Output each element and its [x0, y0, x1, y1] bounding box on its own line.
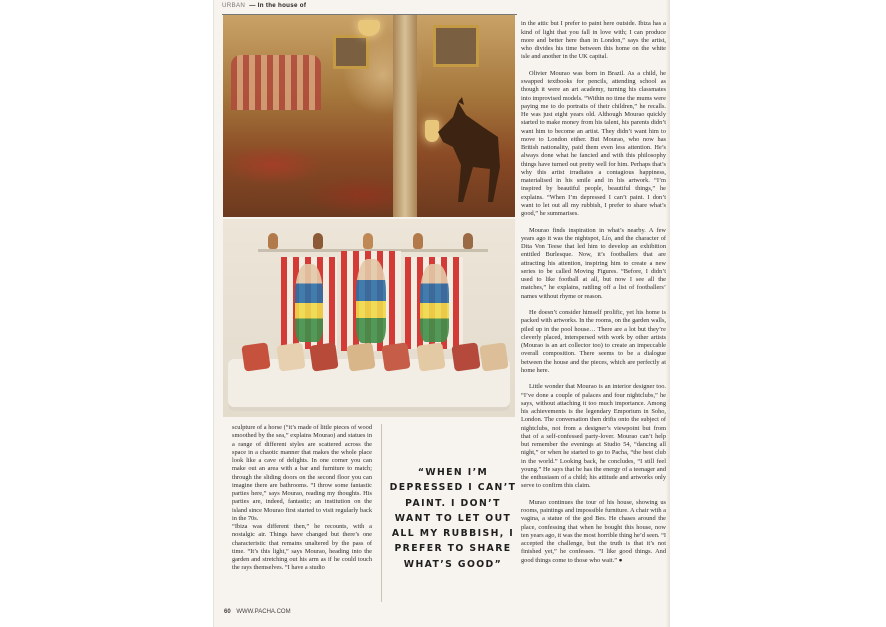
cushion	[276, 342, 305, 371]
paragraph: Olivier Mourao was born in Brazil. As a child, he swapped textbooks for pencils, attending school as though it were an art academy, turning his classmates into improvised models. “Within no time the mums were paying me to do portraits of their children,” he recalls. He was just eight years old. Although Mourao quickly started to make money from his talent, his parents didn’t want him to become an artist. They didn’t want him to move to London either. But Mourao, who now has British nationality, paid them even less attention. He’s always done what he fancied and with this philosophy things have turned out pretty well for him. Perhaps that’s why this artist irradiates a contagious happiness, materialised in his smile and in his artwork. “I’m inspired by beautiful people, beautiful things,” he explains. “When I’m depressed I can’t paint. I don’t want to let out all my rubbish, I prefer to share what’s good,” he summarises.	[521, 69, 666, 217]
cushion	[346, 342, 375, 371]
page-gutter	[666, 0, 669, 627]
painting-center	[341, 251, 401, 351]
column	[393, 15, 417, 217]
vase	[268, 233, 278, 249]
paragraph: He doesn’t consider himself prolific, yet his home is packed with artworks. In the rooms, on the garden walls, piled up in the pool house… There are a lot but they’re cleverly placed, interspersed with work by other artists (Mourao is an art collector too) to create an impeccable overall composition. There seems to be a dialogue between the house and the pieces, which are perfectly at home here.	[521, 309, 666, 374]
interior-photo	[223, 15, 515, 217]
page-number: 60	[224, 609, 231, 615]
chandelier	[358, 20, 380, 36]
running-head	[222, 2, 517, 15]
wall-painting	[333, 35, 369, 69]
vase	[363, 233, 373, 249]
cushion	[416, 342, 445, 371]
wall-painting	[433, 25, 479, 67]
magazine-page	[214, 0, 669, 627]
vase	[413, 233, 423, 249]
vase	[463, 233, 473, 249]
pull-quote: “WHEN I’M DEPRESSED I CAN’T PAINT. I DON’T WANT TO LET OUT ALL MY RUBBISH, I PREFER TO SHARE WHAT’S GOOD”	[389, 467, 517, 570]
divider	[381, 424, 382, 602]
living-room-photo	[223, 219, 515, 417]
paragraph: in the attic but I prefer to paint here outside. Ibiza has a kind of light that you fall in love with; I can produce more and better here than in London,” says the artist, who divides his time between this home on the white isle and another in the UK capital.	[521, 20, 666, 61]
vase	[313, 233, 323, 249]
cushion	[451, 342, 480, 371]
page-footer	[224, 609, 291, 615]
painting-left	[281, 257, 337, 349]
section-label: URBAN	[222, 2, 246, 9]
article-column-left: sculpture of a horse (“it’s made of little pieces of wood smoothed by the sea,” explains Mourao) and statues in a range of different styles are scattered across the space in a chaotic manner that makes the whole place look like a cave of delights. In one corner you can make out an area with a bar and furniture to match; through the sliding doors on the second floor you can imagine there are bathrooms. “I throw some fantastic parties here,” says Mourao, reading my thoughts. His parties are, indeed, fantastic; an institution on the island since Mourao first started to visit regularly back in the 70s. “Ibiza was different then,” he recounts, with a nostalgic air. Things have changed but there’s one characteristic that remains unaltered by the pass of time. “It’s this light,” says Mourao, heading into the garden and stretching out his arm as if he could touch the rays themselves. “I have a studio	[232, 424, 372, 572]
cushion	[241, 342, 270, 371]
section-title: — In the house of	[249, 2, 307, 9]
paragraph: Murao continues the tour of his house, showing us rooms, paintings and impossible furniture. A chair with a vagina, a statue of the god Bes. He chases around the place, confessing that when he bought this house, now ten years ago, it was the most horrible thing he’d seen. “I accepted the challenge, but the truth is that it’s not finished yet,” he confesses. “I like good things. And good things come to those who wait.” ●	[521, 498, 666, 564]
footer-url[interactable]: WWW.PACHA.COM	[236, 609, 291, 615]
horse-sculpture	[428, 97, 508, 207]
canopy-bed	[231, 55, 321, 110]
paragraph: Mourao finds inspiration in what’s nearby. A few years ago it was the nightspot, Lío, and the character of Dita Von Teese that led him to develop an exhibition entitled Burlesque. Now, it’s footballers that are attracting his attention, inspiring him to create a new series to be called Moving Figures. “Before, I didn’t used to like football at all, but now I see all the matches,” he explains, rattling off a list of footballers’ names without rhyme or reason.	[521, 226, 666, 300]
painting-right	[405, 257, 463, 349]
cushion	[381, 342, 410, 371]
cushion	[479, 342, 508, 371]
article-column-right	[521, 12, 666, 592]
cushion	[309, 342, 338, 371]
paragraph: Little wonder that Mourao is an interior designer too. “I’ve done a couple of palaces and four nightclubs,” he says, without attaching it too much importance. Among his achievements is the legendary Emporium in Soho, London. The conversation then drifts onto the subject of nightclubs, not from a designer’s viewpoint but from that of a self-confessed party-lover. Mourao can’t help but remember the evenings at Studio 54, “dancing all night,” or when he started to go to Pacha, “the best club in the world.” Looking back, he concludes, “I still feel young.” He says that he has the energy of a teenager and the enthusiasm of a child; his attitude and artworks only serve to confirm this claim.	[521, 383, 666, 490]
